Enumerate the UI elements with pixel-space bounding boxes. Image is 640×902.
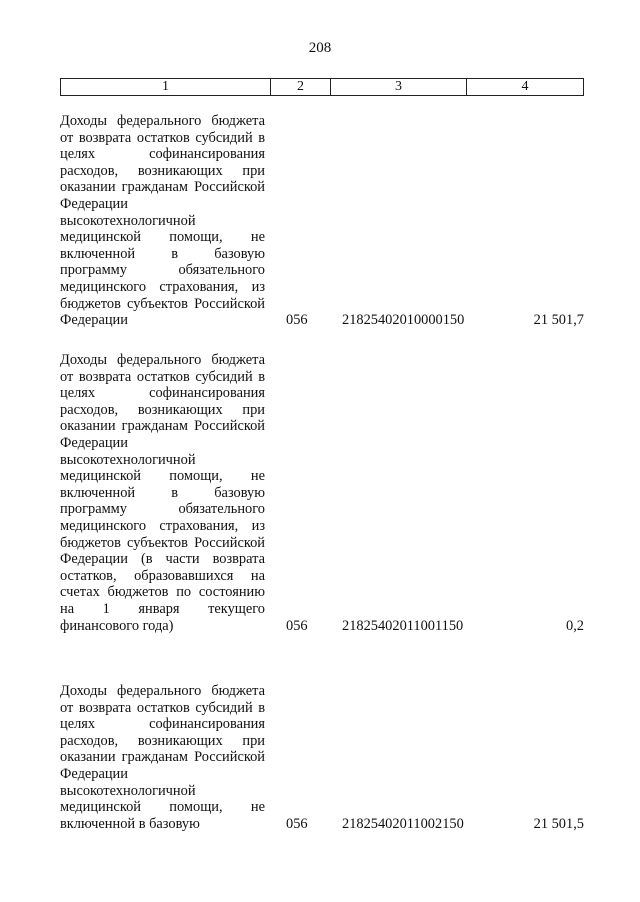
row-admin-code: 056 xyxy=(286,312,308,329)
row-budget-code: 21825402011002150 xyxy=(342,815,464,832)
row-description: Доходы федерального бюджета от возврата остатков субсидий в целях софинансирования расходов, возникающих при оказании гражданам Российской Федерации высокотехнологичной медицинской помощи, не включенной в базовую программу обязательного медицинского страхования, из бюджетов субъектов Российской Федерации xyxy=(60,113,265,329)
table-row xyxy=(60,113,584,329)
column-header-1: 1 xyxy=(61,79,271,95)
row-admin-code: 056 xyxy=(286,617,308,634)
table-row xyxy=(60,352,584,634)
column-header-4: 4 xyxy=(521,79,529,94)
column-header-2: 2 xyxy=(271,79,331,95)
row-description: Доходы федерального бюджета от возврата остатков субсидий в целях софинансирования расходов, возникающих при оказании гражданам Российской Федерации высокотехнологичной медицинской помощи, не включенной в базовую программу обязательного медицинского страхования, из бюджетов субъектов Российской Федерации (в части возврата остатков, образовавшихся на счетах бюджетов по состоянию на 1 января текущего финансового года) xyxy=(60,352,265,634)
row-amount: 0,2 xyxy=(566,617,584,634)
column-header-3: 3 xyxy=(331,79,467,95)
row-amount: 21 501,7 xyxy=(533,312,584,329)
row-budget-code: 21825402011001150 xyxy=(342,617,464,634)
row-budget-code: 21825402010000150 xyxy=(342,312,465,329)
page-number: 208 xyxy=(308,40,332,56)
row-description: Доходы федерального бюджета от возврата остатков субсидий в целях софинансирования расходов, возникающих при оказании гражданам Российской Федерации высокотехнологичной медицинской помощи, не включенной в базовую xyxy=(60,683,265,832)
row-amount: 21 501,5 xyxy=(533,815,584,832)
table-row xyxy=(60,683,584,832)
row-admin-code: 056 xyxy=(286,815,308,832)
table-header-row xyxy=(60,78,584,96)
